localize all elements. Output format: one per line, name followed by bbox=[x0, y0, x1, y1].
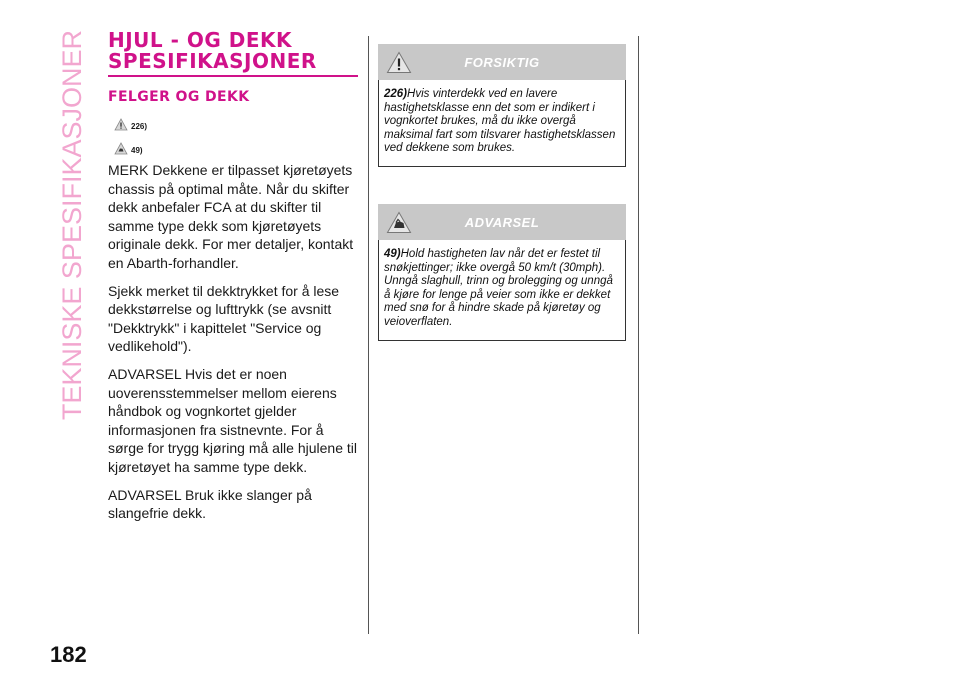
warning-reference[interactable] bbox=[114, 137, 358, 155]
hand-warning-icon bbox=[114, 142, 128, 155]
warning-triangle-icon bbox=[386, 51, 412, 74]
page-number: 182 bbox=[50, 642, 87, 667]
warning-reference-number: 49) bbox=[131, 146, 143, 155]
caution-box-body bbox=[378, 80, 626, 167]
page-title: HJUL - OG DEKK SPESIFIKASJONER bbox=[108, 30, 358, 77]
caution-text: Hvis vinterdekk ved en lavere hastighetsklasse enn det som er indikert i vognkortet brukes, må du ikke overgå maksimal fart som tilsvarer hastighetsklassen ved dekkene som brukes. bbox=[384, 88, 616, 155]
section-side-title: TEKNISKE SPESIFIKASJONER bbox=[56, 30, 87, 421]
paragraph-note: MERK Dekkene er tilpasset kjøretøyets chassis på optimal måte. Når du skifter dekk anbefaler FCA at du skifter til samme type dekk som kjøretøyets originale dekk. For mer detaljer, kontakt en Abarth-forhandler. bbox=[108, 162, 354, 271]
caution-number: 226) bbox=[384, 88, 408, 100]
paragraph-warning-tubes: ADVARSEL Bruk ikke slanger på slangefrie dekk. bbox=[108, 486, 312, 522]
caution-reference[interactable] bbox=[114, 113, 358, 131]
column-divider-right bbox=[638, 36, 639, 634]
warning-text: Hold hastigheten lav når det er festet til snøkjettinger; ikke overgå 50 km/t (30mph). Unngå slaghull, trinn og brolegging og unngå å kjøre for lenge på veier som ikke er dekket med snø for å hindre skade på kjøretøy og veioverflaten. bbox=[384, 248, 613, 328]
paragraph-warning-registration: ADVARSEL Hvis det er noen uoverensstemmelser mellom eierens håndbok og vognkortet gjelder informasjonen fra sistnevnte. For å sørge for trygg kjøring må alle hjulene til kjøretøyet ha samme type dekk. bbox=[108, 365, 357, 475]
caution-box bbox=[378, 44, 626, 167]
warning-box-title: ADVARSEL bbox=[464, 214, 540, 230]
hand-warning-icon bbox=[386, 211, 412, 234]
section-subtitle: FELGER OG DEKK bbox=[108, 89, 250, 105]
left-column bbox=[108, 30, 358, 532]
warning-box-header bbox=[378, 204, 626, 240]
column-divider-left bbox=[368, 36, 369, 634]
warning-triangle-icon bbox=[114, 118, 128, 131]
warning-number: 49) bbox=[384, 248, 401, 260]
caution-reference-number: 226) bbox=[131, 122, 148, 131]
caution-box-header bbox=[378, 44, 626, 80]
warning-box bbox=[378, 204, 626, 341]
caution-box-title: FORSIKTIG bbox=[464, 54, 540, 70]
warning-box-body bbox=[378, 240, 626, 341]
paragraph-tyre-pressure: Sjekk merket til dekktrykket for å lese dekkstørrelse og lufttrykk (se avsnitt "Dekktrykk" i kapittelet "Service og vedlikehold"). bbox=[108, 282, 340, 355]
